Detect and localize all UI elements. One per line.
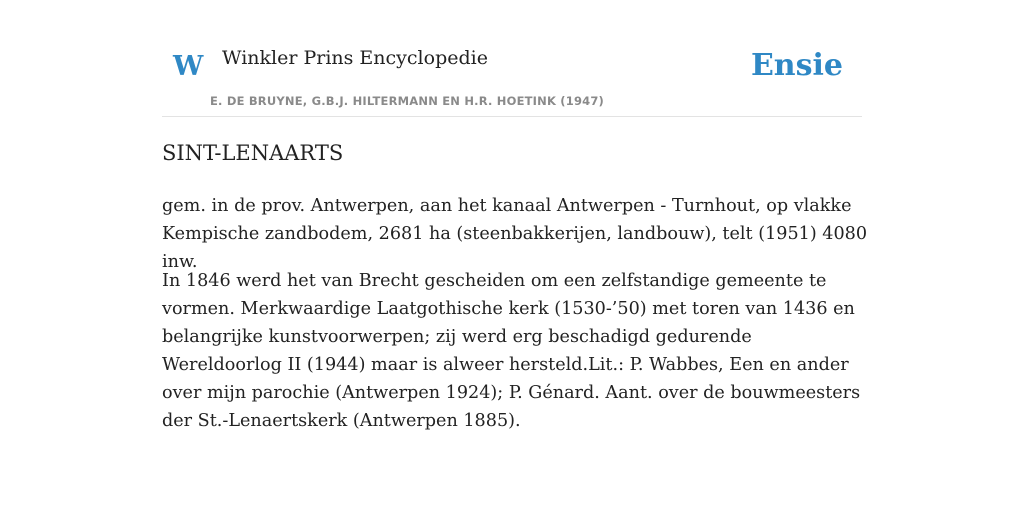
publication-title[interactable]: Winkler Prins Encyclopedie	[222, 47, 488, 69]
article-paragraph: gem. in de prov. Antwerpen, aan het kanaal Antwerpen - Turnhout, op vlakke Kempische zandbodem, 2681 ha (steenbakkerijen, landbouw), telt (1951) 4080 inw.	[162, 196, 868, 272]
publication-logo[interactable]: W	[173, 51, 204, 82]
article-title: SINT-LENAARTS	[162, 141, 344, 165]
article-paragraph: In 1846 werd het van Brecht gescheiden om een zelfstandige gemeente te vormen. Merkwaardige Laatgothische kerk (1530-’50) met toren van 1436 en belangrijke kunstvoorwerpen; zij werd erg beschadigd gedurende Wereldoorlog II (1944) maar is alweer hersteld.Lit.: P. Wabbes, Een en ander over mijn parochie (Antwerpen 1924); P. Génard. Aant. over de bouwmeesters der St.-Lenaertskerk (Antwerpen 1885).	[162, 271, 861, 431]
ensie-logo-link[interactable]: Ensie	[750, 48, 843, 83]
source-header	[162, 40, 862, 117]
publication-authors: E. DE BRUYNE, G.B.J. HILTERMANN EN H.R. HOETINK (1947)	[210, 94, 605, 108]
